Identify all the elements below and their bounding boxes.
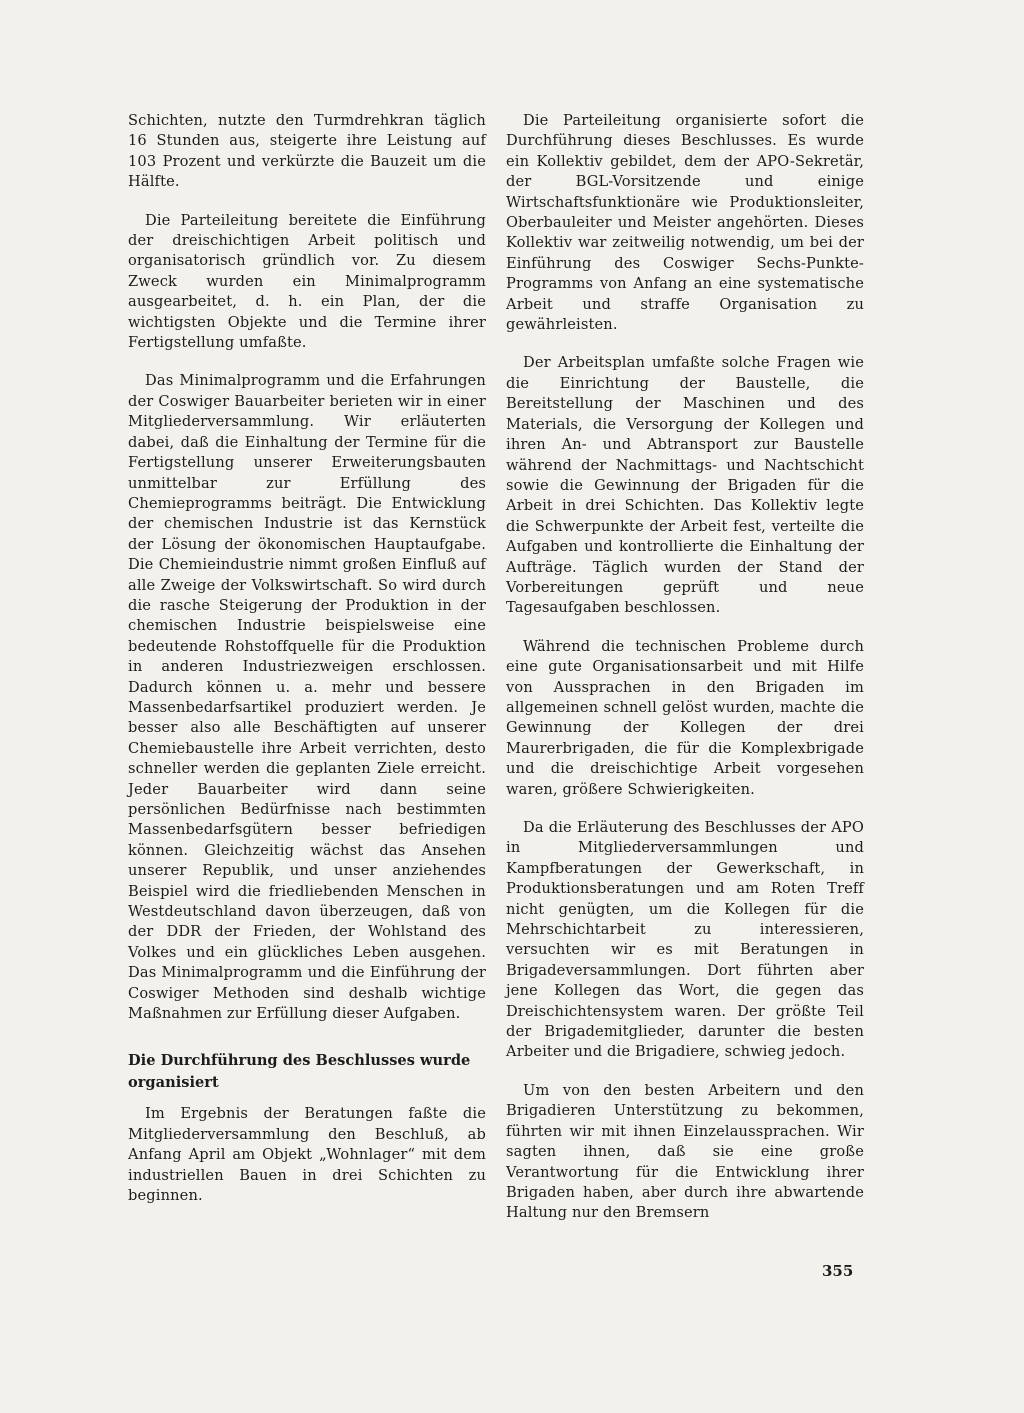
paragraph: Während die technischen Probleme durch eine gute Organisationsarbeit und mit Hilfe von Aussprachen in den Brigaden im allgemeinen schnell gelöst wurden, machte die Gewinnung der Kollegen der drei Maurerbrigaden, die für die Komplexbrigade und die dreischichtige Arbeit vorgesehen waren, größere Schwierigkeiten. <box>506 637 864 798</box>
paragraph: Die Parteileitung organisierte sofort die Durchführung dieses Beschlusses. Es wurde ein Kollektiv gebildet, dem der APO-Sekretär, der BGL-Vorsitzende und einige Wirtschaftsfunktionäre wie Produktionsleiter, Oberbauleiter und Meister angehörten. Dieses Kollektiv war zeitweilig notwendig, um bei der Einführung des Coswiger Sechs-Punkte-Programms von Anfang an eine systematische Arbeit und straffe Organisation zu gewährleisten. <box>506 112 864 334</box>
paragraph: Um von den besten Arbeitern und den Brigadieren Unterstützung zu bekommen, führten wir mit ihnen Einzelaussprachen. Wir sagten ihnen, daß sie eine große Verantwortung für die Entwicklung ihrer Brigaden haben, aber durch ihre abwartende Haltung nur den Bremsern <box>506 1081 864 1222</box>
paragraph: Im Ergebnis der Beratungen faßte die Mitgliederversammlung den Beschluß, ab Anfang April am Objekt „Wohnlager“ mit dem industriellen Bauen in drei Schichten zu beginnen. <box>128 1105 486 1205</box>
paragraph: Das Minimalprogramm und die Erfahrungen der Coswiger Bauarbeiter berieten wir in einer Mitgliederversammlung. Wir erläuterten dabei, daß die Einhaltung der Termine für die Fertigstellung unserer Erweiterungsbauten unmittelbar zur Erfüllung des Chemieprogramms beiträgt. Die Entwicklung der chemischen Industrie ist das Kernstück der Lösung der ökonomischen Hauptaufgabe. Die Chemieindustrie nimmt großen Einfluß auf alle Zweige der Volkswirtschaft. So wird durch die rasche Steigerung der Produktion in der chemischen Industrie beispielsweise eine bedeutende Rohstoffquelle für die Produktion in anderen Industriezweigen erschlossen. Dadurch können u. a. mehr und bessere Massenbedarfsartikel produziert werden. Je besser also alle Beschäftigten auf unserer Chemiebaustelle ihre Arbeit verrichten, desto schneller werden die geplanten Ziele erreicht. Jeder Bauarbeiter wird dann seine persönlichen Bedürfnisse nach bestimmten Massenbedarfsgütern besser befriedigen können. Gleichzeitig wächst das Ansehen unserer Republik, und unser anziehendes Beispiel wird die friedliebenden Menschen in Westdeutschland davon überzeugen, daß von der DDR der Frieden, der Wohlstand des Volkes und ein glückliches Leben ausgehen. Das Minimalprogramm und die Einführung der Coswiger Methoden sind deshalb wichtige Maßnahmen zur Erfüllung dieser Aufgaben. <box>128 372 486 1023</box>
paragraph: Der Arbeitsplan umfaßte solche Fragen wie die Einrichtung der Baustelle, die Bereitstellung der Maschinen und des Materials, die Versorgung der Kollegen und ihren An- und Abtransport zur Baustelle während der Nachmittags- und Nachtschicht sowie die Gewinnung der Brigaden für die Arbeit in drei Schichten. Das Kollektiv legte die Schwerpunkte der Arbeit fest, verteilte die Aufgaben und kontrollierte die Einhaltung der Aufträge. Täglich wurden der Stand der Vorbereitungen geprüft und neue Tagesaufgaben beschlossen. <box>506 354 864 617</box>
right-column <box>506 111 864 1242</box>
paragraph: Da die Erläuterung des Beschlusses der APO in Mitgliederversammlungen und Kampfberatungen der Gewerkschaft, in Produktionsberatungen und am Roten Treff nicht genügten, um die Kollegen für die Mehrschichtarbeit zu interessieren, versuchten wir es mit Beratungen in Brigadeversammlungen. Dort führten aber jene Kollegen das Wort, die gegen das Dreischichtensystem waren. Der größte Teil der Brigademitglieder, darunter die besten Arbeiter und die Brigadiere, schwieg jedoch. <box>506 819 864 1061</box>
paragraph: Schichten, nutzte den Turmdrehkran täglich 16 Stunden aus, steigerte ihre Leistung auf 103 Prozent und verkürzte die Bauzeit um die Hälfte. <box>128 112 486 191</box>
paragraph: Die Parteileitung bereitete die Einführung der dreischichtigen Arbeit politisch und organisatorisch gründlich vor. Zu diesem Zweck wurden ein Minimalprogramm ausgearbeitet, d. h. ein Plan, der die wichtigsten Objekte und die Termine ihrer Fertigstellung umfaßte. <box>128 211 486 352</box>
left-column <box>128 111 486 1225</box>
section-heading: Die Durchführung des Beschlusses wurde organisiert <box>128 1052 471 1092</box>
page-number: 355 <box>822 1262 854 1280</box>
